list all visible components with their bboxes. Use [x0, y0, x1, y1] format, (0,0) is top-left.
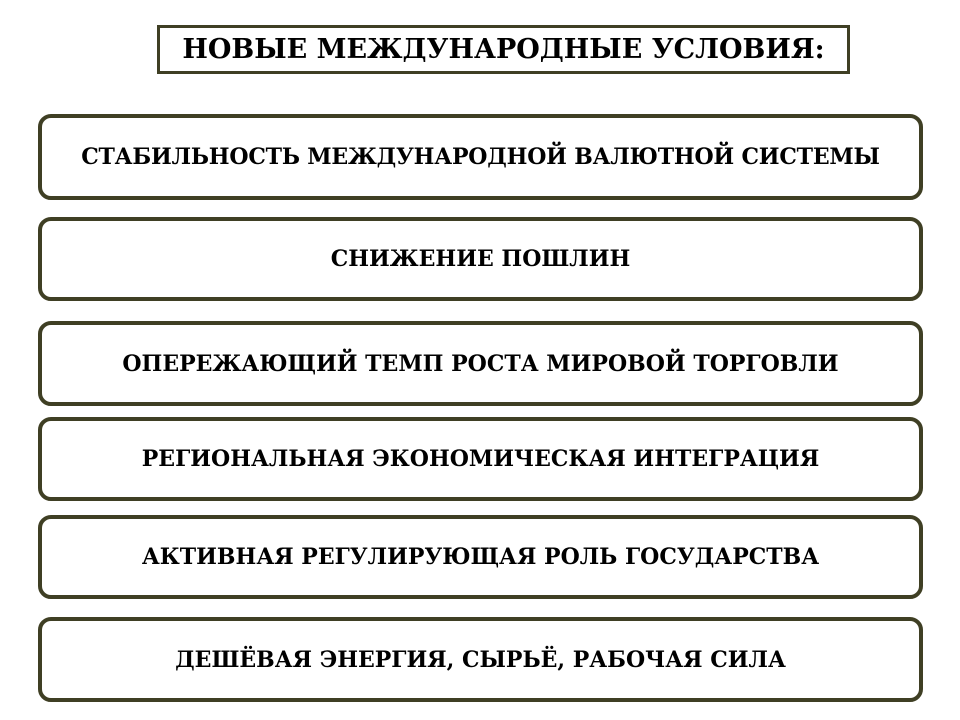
condition-box-state-regulation	[38, 515, 923, 599]
condition-label: ОПЕРЕЖАЮЩИЙ ТЕМП РОСТА МИРОВОЙ ТОРГОВЛИ	[122, 350, 839, 377]
condition-label: РЕГИОНАЛЬНАЯ ЭКОНОМИЧЕСКАЯ ИНТЕГРАЦИЯ	[141, 446, 820, 472]
title-box	[157, 25, 850, 74]
condition-label: СНИЖЕНИЕ ПОШЛИН	[330, 246, 631, 272]
condition-box-trade-growth	[38, 321, 923, 406]
condition-label: АКТИВНАЯ РЕГУЛИРУЮЩАЯ РОЛЬ ГОСУДАРСТВА	[141, 544, 820, 570]
condition-box-cheap-resources	[38, 617, 923, 702]
condition-box-currency-stability	[38, 114, 923, 200]
diagram-title: НОВЫЕ МЕЖДУНАРОДНЫЕ УСЛОВИЯ:	[182, 34, 825, 65]
condition-box-regional-integration	[38, 417, 923, 501]
condition-label: ДЕШЁВАЯ ЭНЕРГИЯ, СЫРЬЁ, РАБОЧАЯ СИЛА	[175, 646, 786, 673]
condition-label: СТАБИЛЬНОСТЬ МЕЖДУНАРОДНОЙ ВАЛЮТНОЙ СИСТЕМЫ	[81, 144, 880, 170]
condition-box-tariff-reduction	[38, 217, 923, 301]
